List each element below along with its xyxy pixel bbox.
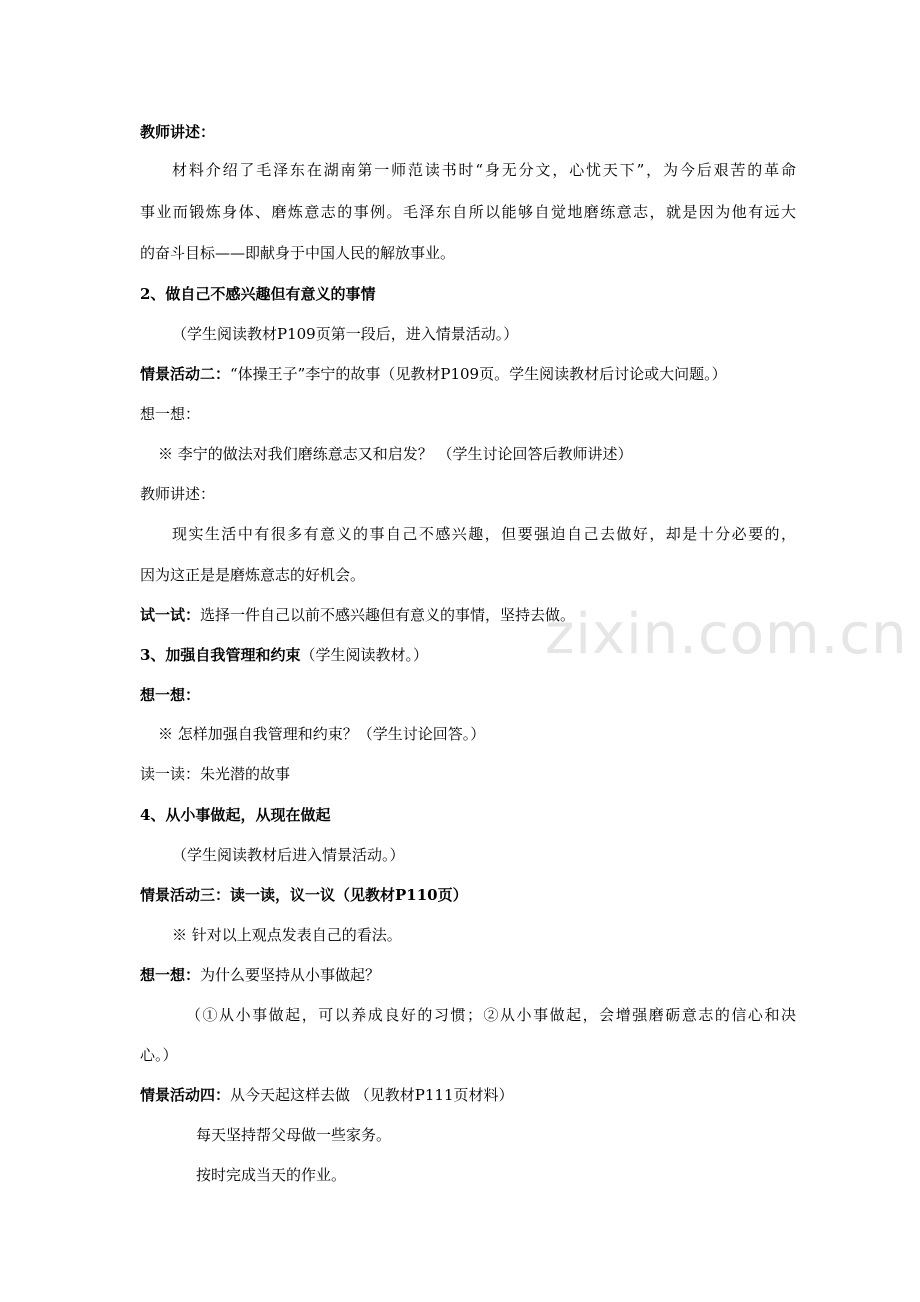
activity-label: 情景活动二：: [140, 365, 231, 383]
activity-heading-3: 情景活动三：读一读，议一议（见教材P110页）: [140, 886, 468, 904]
teacher-lecture-label: 教师讲述：: [140, 485, 216, 503]
think-line: [140, 965, 790, 985]
read-line: 读一读：朱光潜的故事: [140, 765, 291, 783]
think-label: 想一想：: [140, 686, 201, 704]
section-heading-2: 2、做自己不感兴趣但有意义的事情: [140, 285, 376, 303]
activity-line: [140, 1085, 790, 1105]
heading-teacher-lecture: 教师讲述：: [140, 123, 216, 141]
activity-label: 情景活动四：: [140, 1086, 231, 1104]
answer-line: 心。）: [140, 1046, 178, 1064]
list-item: 按时完成当天的作业。: [196, 1166, 347, 1184]
paragraph-line: 材料介绍了毛泽东在湖南第一师范读书时“身无分文，心忧天下”，为今后艰苦的革命: [172, 161, 796, 179]
list-item: 每天坚持帮父母做一些家务。: [196, 1126, 392, 1144]
answer-line: （①从小事做起，可以养成良好的习惯；②从小事做起，会增强磨砺意志的信心和决: [186, 1006, 796, 1024]
try-text: 选择一件自己以前不感兴趣但有意义的事情，坚持去做。: [200, 606, 576, 624]
think-text: 为什么要坚持从小事做起？: [200, 966, 381, 984]
section-title: 3、加强自我管理和约束: [140, 646, 301, 664]
think-label: 想一想：: [140, 405, 201, 423]
think-label: 想一想：: [140, 966, 201, 984]
question-line: ※ 怎样加强自我管理和约束？（学生讨论回答。）: [158, 725, 486, 743]
question-line: ※ 李宁的做法对我们磨练意志又和启发？ （学生讨论回答后教师讲述）: [158, 445, 633, 463]
activity-text: “体操王子”李宁的故事（见教材P109页。学生阅读教材后讨论或大问题。）: [230, 365, 727, 383]
section-heading-4: 4、从小事做起，从现在做起: [140, 806, 331, 824]
question-line: ※ 针对以上观点发表自己的看法。: [172, 926, 402, 944]
section-note: （学生阅读教材。）: [300, 646, 428, 664]
activity-text: 从今天起这样去做 （见教材P111页材料）: [230, 1086, 514, 1104]
note-line: （学生阅读教材P109页第一段后，进入情景活动。）: [172, 325, 519, 343]
note-line: （学生阅读教材后进入情景活动。）: [172, 846, 405, 864]
watermark: zixin.com.cn: [545, 602, 908, 667]
paragraph-line: 的奋斗目标——即献身于中国人民的解放事业。: [140, 244, 456, 262]
try-line: [140, 605, 790, 625]
paragraph-line: 因为这正是是磨炼意志的好机会。: [140, 566, 366, 584]
paragraph-line: 事业而锻炼身体、磨炼意志的事例。毛泽东自所以能够自觉地磨练意志，就是因为他有远大: [140, 203, 796, 221]
section-heading-3: [140, 645, 790, 665]
try-label: 试一试：: [140, 606, 201, 624]
paragraph-line: 现实生活中有很多有意义的事自己不感兴趣，但要强迫自己去做好，却是十分必要的，: [172, 525, 796, 543]
activity-line: [140, 364, 790, 384]
